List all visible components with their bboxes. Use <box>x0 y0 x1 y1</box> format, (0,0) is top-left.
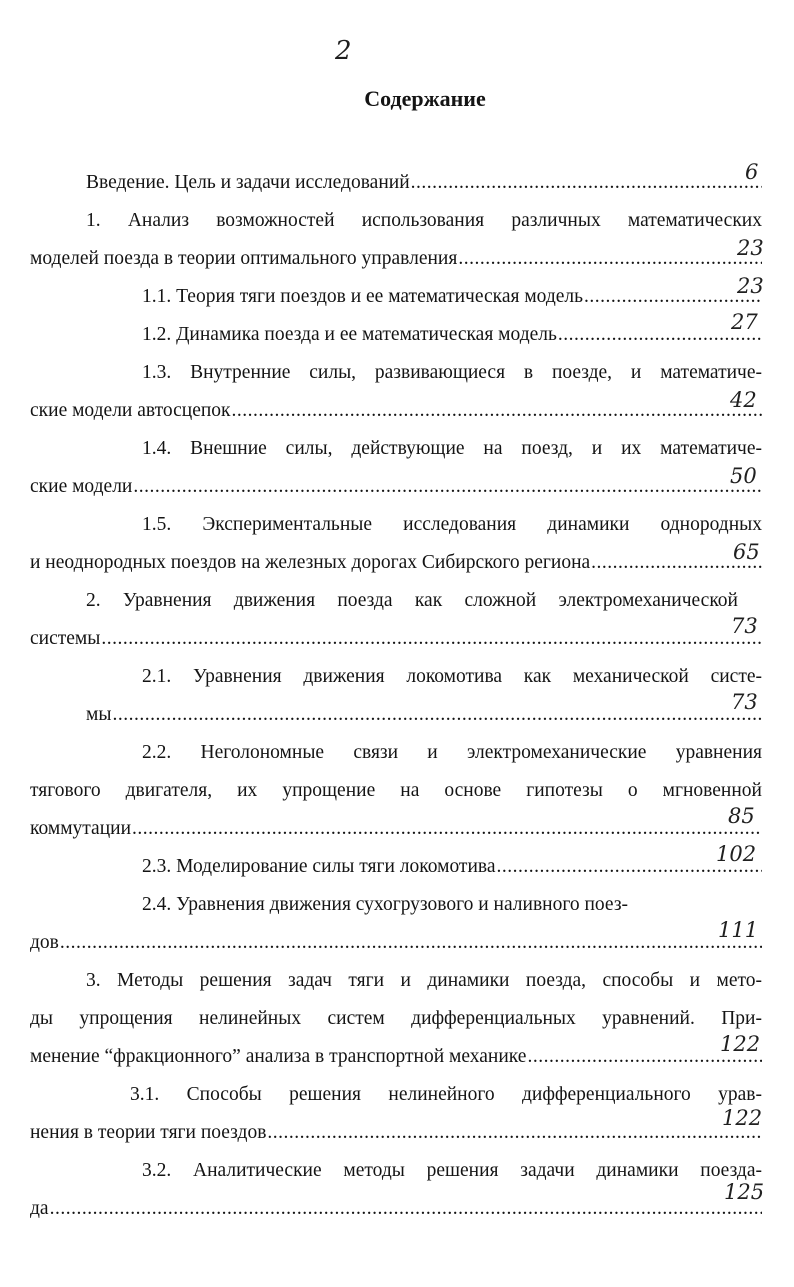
toc-entry-text: мы <box>86 704 112 725</box>
toc-entry-s2-3 <box>142 852 762 882</box>
toc-entry-s2-1-line1: 2.1. Уравнения движения локомотива как механической систе- <box>142 666 762 687</box>
toc-page-s2: 73 <box>731 614 758 638</box>
dot-leader <box>584 282 762 312</box>
toc-entry-text: моделей поезда в теории оптимального управления <box>30 248 458 269</box>
toc-page-s1-3: 42 <box>730 388 757 412</box>
dot-leader <box>132 814 762 844</box>
toc-entry-s2-line2 <box>30 624 762 654</box>
dot-leader <box>50 1194 762 1224</box>
toc-entry-s1-5-line2 <box>30 548 762 578</box>
toc-page-s2-3: 102 <box>716 842 757 866</box>
toc-entry-s3-1-line2 <box>30 1118 762 1148</box>
toc-entry-text: Введение. Цель и задачи исследований <box>86 172 410 193</box>
toc-entry-s1-line1: 1. Анализ возможностей использования различных математических <box>86 210 762 231</box>
toc-entry-s1-line2 <box>30 244 762 274</box>
toc-entry-s1-2 <box>142 320 762 350</box>
toc-page-s3-1: 122 <box>722 1106 763 1130</box>
toc-entry-text: нения в теории тяги поездов <box>30 1122 267 1143</box>
toc-entry-text: 2.3. Моделирование силы тяги локомотива <box>142 856 496 877</box>
toc-entry-intro <box>86 168 762 198</box>
toc-page-s3: 122 <box>720 1032 761 1056</box>
toc-entry-text: дов <box>30 932 59 953</box>
toc-page-s1: 23 <box>737 236 764 260</box>
toc-page-intro: 6 <box>745 160 759 184</box>
toc-page-s2-1: 73 <box>731 690 758 714</box>
toc-entry-s3-2-line2 <box>30 1194 762 1224</box>
toc-entry-s1-5-line1: 1.5. Экспериментальные исследования динамики однородных <box>142 514 762 535</box>
page-title: Содержание <box>364 86 486 111</box>
toc-entry-s3-line3 <box>30 1042 762 1072</box>
toc-page-s2-4: 111 <box>718 918 759 942</box>
dot-leader <box>411 168 762 198</box>
dot-leader <box>133 472 762 502</box>
toc-entry-s1-4-line2 <box>30 472 762 502</box>
toc-entry-text: 2.4. Уравнения движения сухогрузового и наливного поез- <box>142 894 629 915</box>
toc-entry-s2-4-line1 <box>142 890 722 920</box>
toc-entry-text: 1.2. Динамика поезда и ее математическая модель <box>142 324 557 345</box>
toc-entry-text: 1.1. Теория тяги поездов и ее математическая модель <box>142 286 584 307</box>
toc-entry-s3-line1: 3. Методы решения задач тяги и динамики поезда, способы и мето- <box>86 970 762 991</box>
dot-leader <box>458 244 762 274</box>
toc-page-s1-4: 50 <box>730 464 757 488</box>
dot-leader <box>101 624 762 654</box>
toc-entry-s1-4-line1: 1.4. Внешние силы, действующие на поезд, и их математиче- <box>142 438 762 459</box>
toc-entry-s3-2-line1: 3.2. Аналитические методы решения задачи динамики поезда- <box>142 1160 762 1181</box>
toc-entry-s1-1 <box>142 282 762 312</box>
toc-page-s1-5: 65 <box>733 540 760 564</box>
dot-leader <box>60 928 762 958</box>
toc-entry-text: ские модели автосцепок <box>30 400 231 421</box>
toc-page-s1-2: 27 <box>731 310 758 334</box>
toc-entry-s2-2-line1: 2.2. Неголономные связи и электромеханические уравнения <box>142 742 762 763</box>
dot-leader <box>267 1118 762 1148</box>
toc-entry-text: да <box>30 1198 49 1219</box>
toc-entry-s2-2-line2: тягового двигателя, их упрощение на основе гипотезы о мгновенной <box>30 780 762 801</box>
toc-entry-s2-line1: 2. Уравнения движения поезда как сложной электромеханической <box>86 590 738 611</box>
toc-entry-text: и неоднородных поездов на железных дорогах Сибирского региона <box>30 552 591 573</box>
toc-entry-text: коммутации <box>30 818 132 839</box>
page-number: 2 <box>335 36 352 66</box>
toc-page-s1-1: 23 <box>737 274 764 298</box>
toc-entry-s1-3-line2 <box>30 396 762 426</box>
toc-entry-s2-4-line2 <box>30 928 762 958</box>
toc-entry-s2-1-line2 <box>86 700 762 730</box>
toc-entry-text: менение “фракционного” анализа в транспортной механике <box>30 1046 527 1067</box>
dot-leader <box>232 396 762 426</box>
toc-page-s2-2: 85 <box>728 804 755 828</box>
toc-entry-text: системы <box>30 628 101 649</box>
toc-entry-s2-2-line3 <box>30 814 762 844</box>
toc-entry-s1-3-line1: 1.3. Внутренние силы, развивающиеся в поезде, и математиче- <box>142 362 762 383</box>
toc-entry-s3-line2: ды упрощения нелинейных систем дифференциальных уравнений. При- <box>30 1008 762 1029</box>
dot-leader <box>112 700 762 730</box>
toc-entry-s3-1-line1: 3.1. Способы решения нелинейного дифференциального урав- <box>130 1084 762 1105</box>
toc-entry-text: ские модели <box>30 476 133 497</box>
toc-page-s3-2: 125 <box>724 1180 765 1204</box>
